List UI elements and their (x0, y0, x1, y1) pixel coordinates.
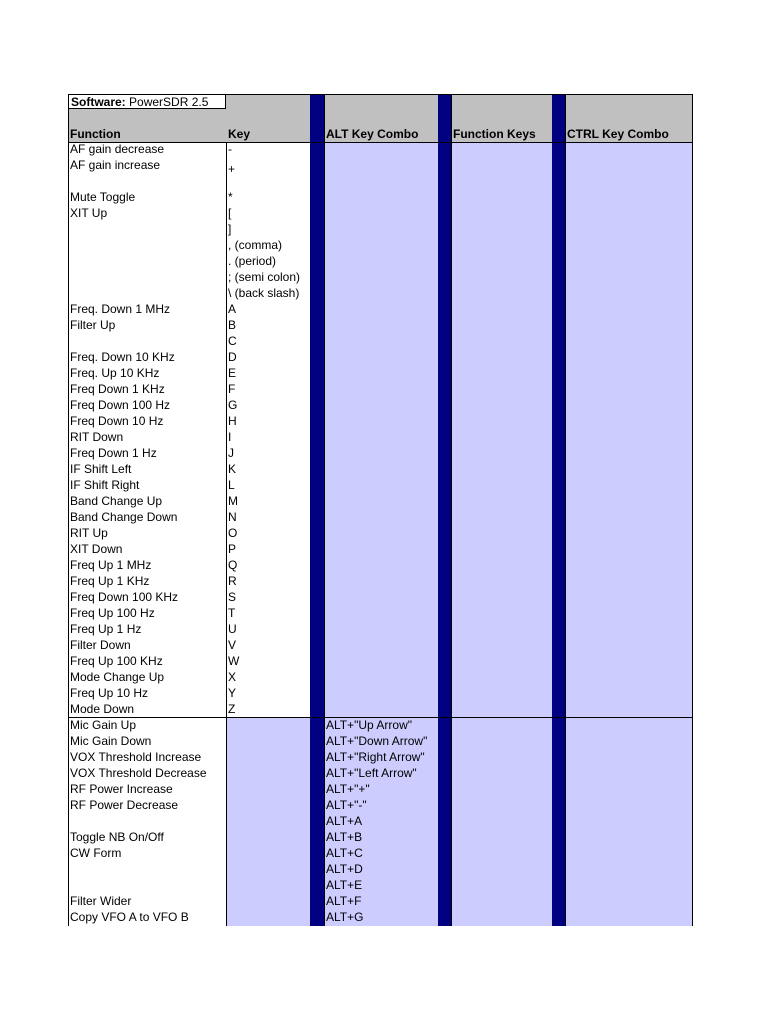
function-cell: Freq Up 100 Hz (70, 606, 155, 620)
function-cell: VOX Threshold Increase (70, 750, 202, 764)
key-cell: O (228, 526, 238, 540)
key-cell: + (228, 162, 236, 176)
key-cell: [ (228, 206, 232, 220)
key-cell: C (228, 334, 237, 348)
key-column-fill-lower (226, 717, 310, 926)
alt-combo-cell: ALT+"Up Arrow" (326, 718, 412, 732)
function-cell: Band Change Up (70, 494, 163, 508)
function-cell: Mic Gain Up (70, 718, 137, 732)
key-cell: ; (semi colon) (228, 270, 301, 284)
key-cell: K (228, 462, 237, 476)
grid-line (68, 94, 69, 926)
key-cell: A (228, 302, 237, 316)
key-cell: - (228, 142, 232, 156)
function-cell: Mode Down (70, 702, 135, 716)
separator-column-2 (438, 94, 451, 926)
function-cell: Freq Up 1 MHz (70, 558, 152, 572)
grid-line (324, 94, 325, 926)
function-cell: Copy VFO A to VFO B (70, 910, 189, 924)
function-cell: RF Power Increase (70, 782, 173, 796)
function-cell: Freq Down 10 Hz (70, 414, 164, 428)
key-cell: T (228, 606, 236, 620)
key-cell: \ (back slash) (228, 286, 300, 300)
key-cell: , (comma) (228, 238, 282, 252)
key-cell: E (228, 366, 237, 380)
key-cell: . (period) (228, 254, 277, 268)
spreadsheet (68, 94, 693, 926)
alt-combo-cell: ALT+"Left Arrow" (326, 766, 417, 780)
header-key: Key (228, 127, 251, 141)
header-function-keys: Function Keys (453, 127, 536, 141)
function-cell: Freq. Down 10 KHz (70, 350, 175, 364)
alt-combo-cell: ALT+A (326, 814, 363, 828)
alt-combo-cell: ALT+G (326, 910, 364, 924)
grid-line (565, 94, 566, 926)
software-title (68, 94, 226, 109)
key-cell: J (228, 446, 234, 460)
grid-line (226, 142, 227, 926)
key-cell: G (228, 398, 238, 412)
function-cell: Freq Up 1 KHz (70, 574, 150, 588)
function-cell: XIT Up (70, 206, 108, 220)
function-cell: CW Form (70, 846, 122, 860)
function-cell: Toggle NB On/Off (70, 830, 164, 844)
key-cell: H (228, 414, 237, 428)
function-cell: Mode Change Up (70, 670, 165, 684)
function-cell: Filter Up (70, 318, 116, 332)
key-cell: X (228, 670, 237, 684)
function-cell: Freq Down 100 KHz (70, 590, 179, 604)
key-cell: V (228, 638, 237, 652)
function-cell: Freq Down 1 Hz (70, 446, 157, 460)
key-cell: P (228, 542, 237, 556)
key-cell: D (228, 350, 237, 364)
function-cell: RIT Up (70, 526, 108, 540)
key-cell: S (228, 590, 237, 604)
header-function: Function (70, 127, 121, 141)
alt-combo-cell: ALT+"-" (326, 798, 367, 812)
function-cell: AF gain decrease (70, 142, 165, 156)
key-cell: B (228, 318, 237, 332)
key-cell: U (228, 622, 237, 636)
software-label: Software: (71, 95, 126, 109)
function-keys-column-fill (451, 142, 552, 926)
key-cell: Y (228, 686, 237, 700)
alt-combo-cell: ALT+D (326, 862, 363, 876)
separator-column-3 (552, 94, 565, 926)
function-cell: Freq. Down 1 MHz (70, 302, 171, 316)
grid-line (451, 94, 452, 926)
function-cell: IF Shift Right (70, 478, 140, 492)
key-cell: W (228, 654, 240, 668)
key-cell: * (228, 190, 233, 204)
function-cell: Filter Wider (70, 894, 132, 908)
alt-combo-cell: ALT+E (326, 878, 363, 892)
header-alt-combo: ALT Key Combo (326, 127, 419, 141)
alt-combo-cell: ALT+"Down Arrow" (326, 734, 428, 748)
function-cell: Filter Down (70, 638, 131, 652)
key-cell: F (228, 382, 236, 396)
alt-combo-cell: ALT+F (326, 894, 362, 908)
function-cell: AF gain increase (70, 158, 161, 172)
key-cell: M (228, 494, 238, 508)
function-cell: XIT Down (70, 542, 123, 556)
function-cell: Freq Up 10 Hz (70, 686, 149, 700)
function-cell: IF Shift Left (70, 462, 132, 476)
function-cell: Mute Toggle (70, 190, 136, 204)
key-cell: L (228, 478, 235, 492)
function-cell: Freq. Up 10 KHz (70, 366, 160, 380)
function-cell: Freq Down 100 Hz (70, 398, 171, 412)
ctrl-combo-column-fill (565, 142, 693, 926)
alt-combo-cell: ALT+B (326, 830, 363, 844)
key-cell: Q (228, 558, 238, 572)
function-cell: Freq Up 1 Hz (70, 622, 142, 636)
function-cell: Freq Up 100 KHz (70, 654, 163, 668)
function-cell: Freq Down 1 KHz (70, 382, 165, 396)
key-cell: ] (228, 222, 232, 236)
function-cell: Band Change Down (70, 510, 178, 524)
header-ctrl-combo: CTRL Key Combo (567, 127, 669, 141)
key-cell: I (228, 430, 232, 444)
key-cell: N (228, 510, 237, 524)
key-cell: Z (228, 702, 236, 716)
software-value: PowerSDR 2.5 (129, 95, 209, 109)
function-cell: VOX Threshold Decrease (70, 766, 207, 780)
function-cell: RIT Down (70, 430, 124, 444)
key-cell: R (228, 574, 237, 588)
function-cell: Mic Gain Down (70, 734, 152, 748)
alt-combo-cell: ALT+"+" (326, 782, 370, 796)
grid-line (692, 94, 693, 926)
separator-column-1 (310, 94, 324, 926)
function-cell: RF Power Decrease (70, 798, 179, 812)
alt-combo-cell: ALT+"Right Arrow" (326, 750, 425, 764)
alt-combo-cell: ALT+C (326, 846, 363, 860)
